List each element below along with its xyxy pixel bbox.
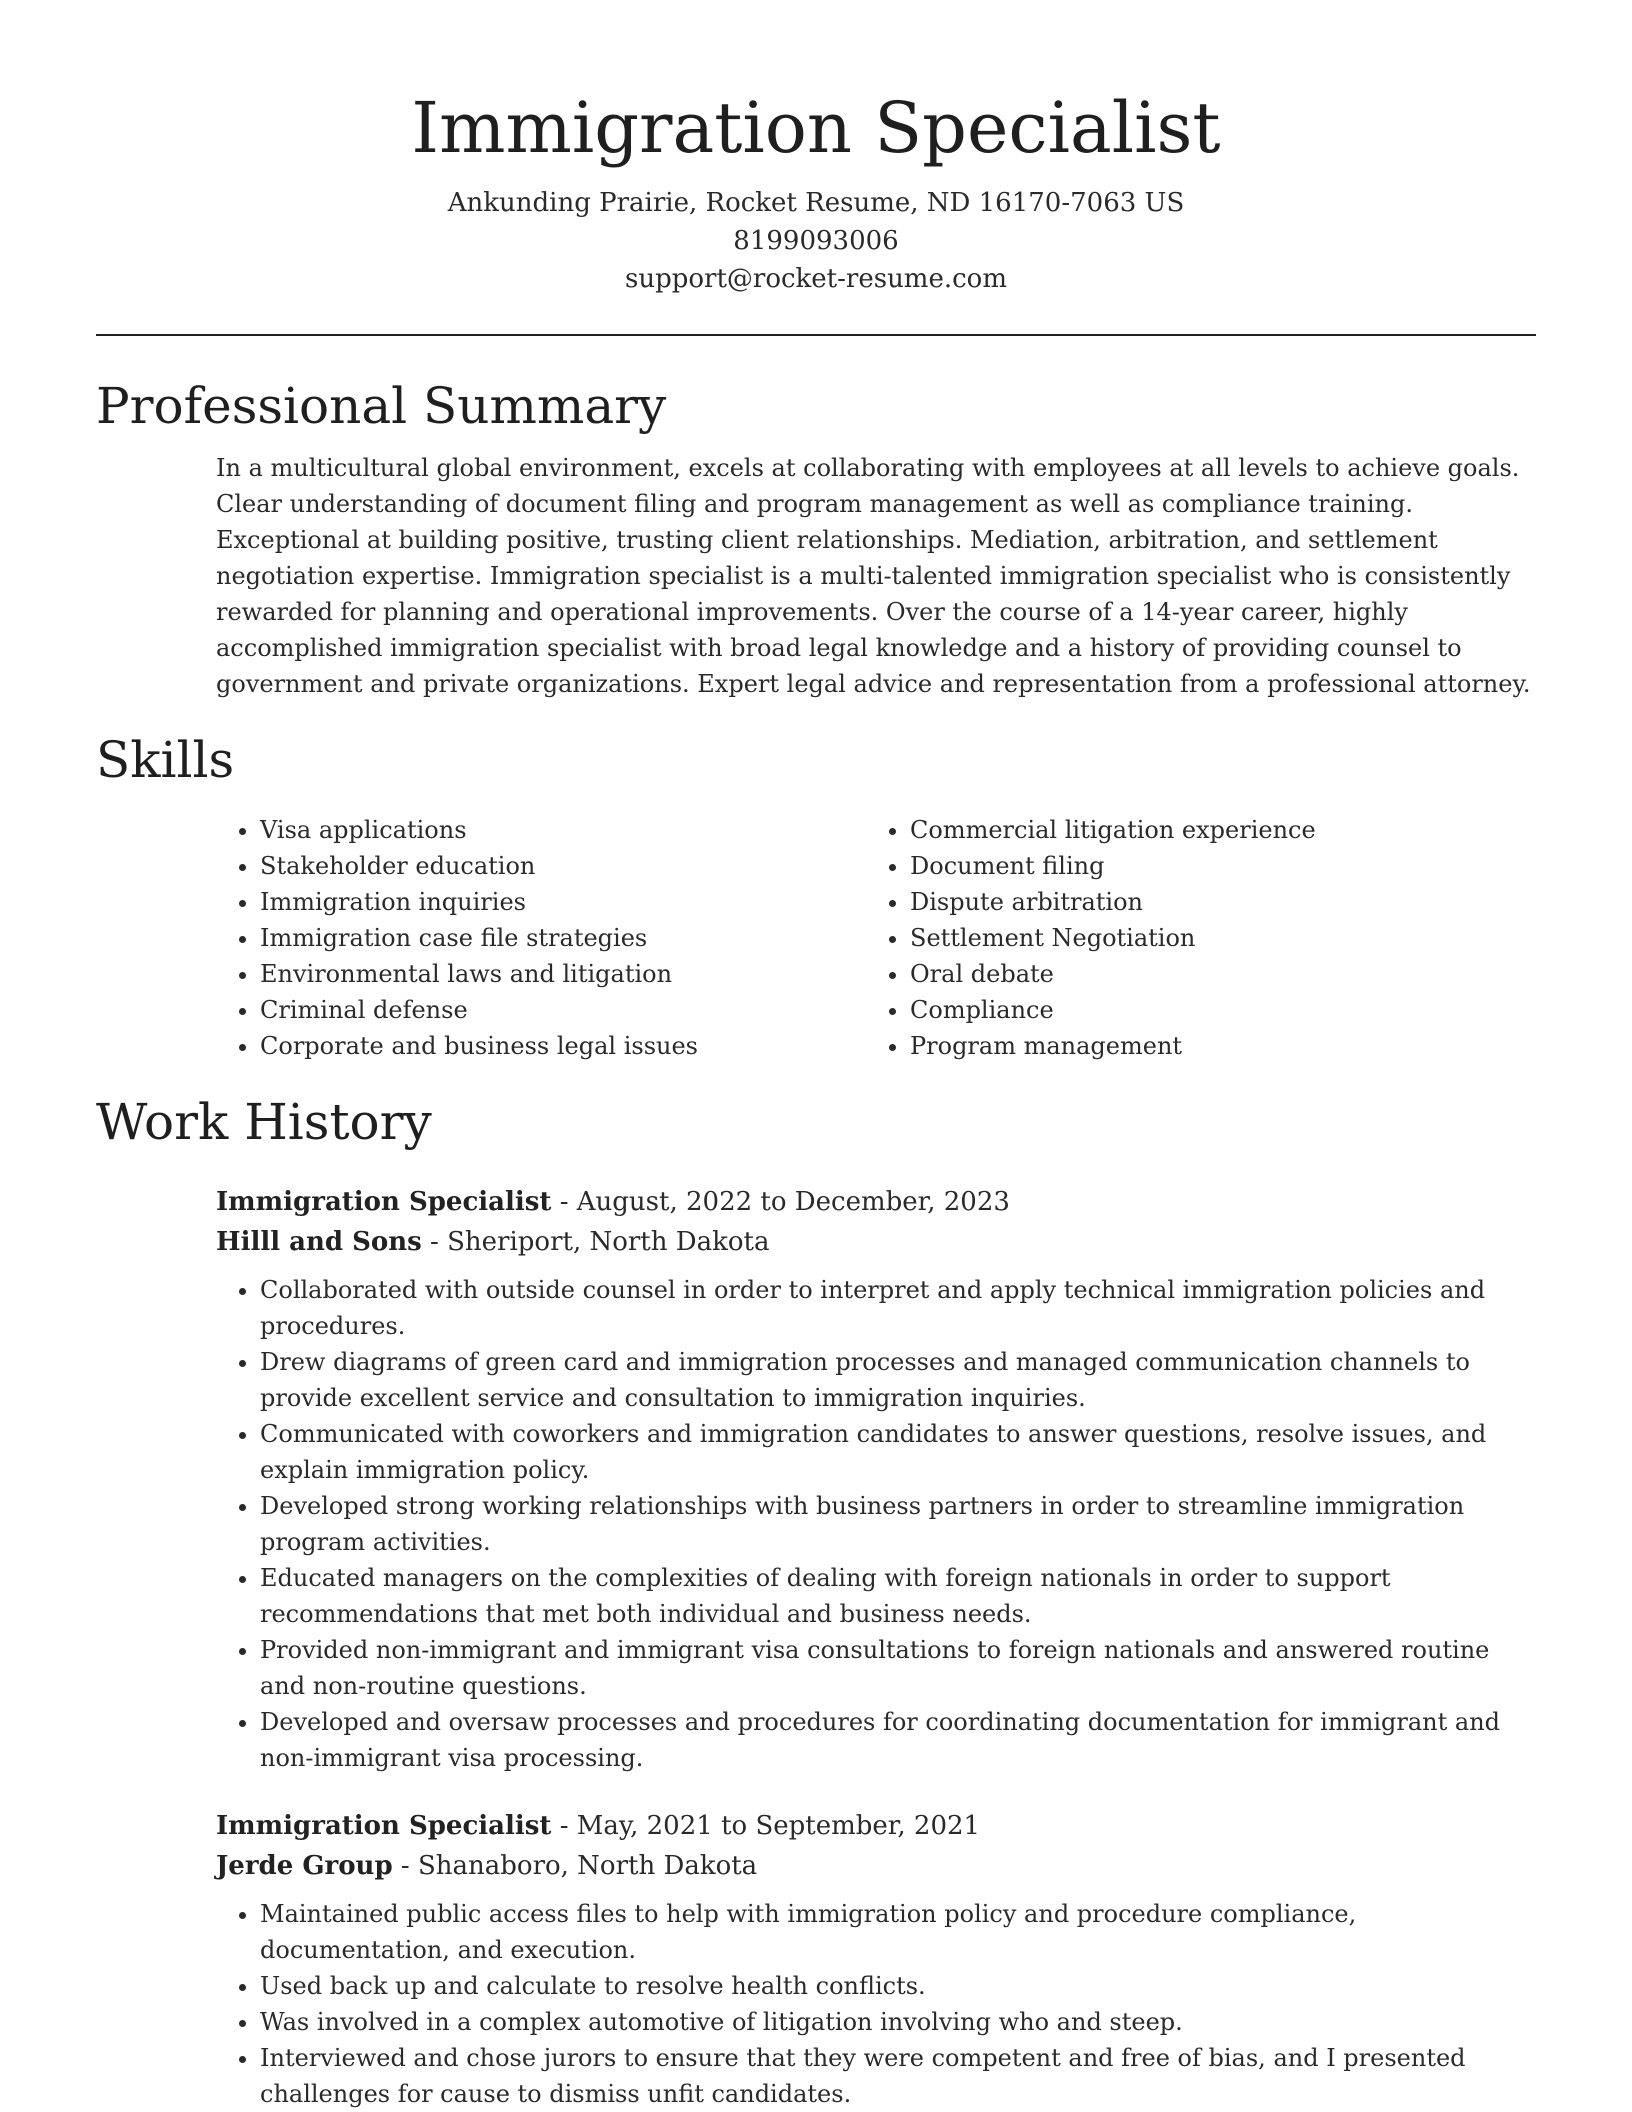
- skill-item: • Oral debate: [910, 956, 1516, 992]
- skills-column-1: [216, 812, 866, 1064]
- skill-item: • Program management: [910, 1028, 1516, 1064]
- skills-column-2: [866, 812, 1516, 1064]
- header-divider: [96, 334, 1536, 336]
- work-history-heading: Work History: [96, 1093, 432, 1151]
- job-bullets: [216, 1896, 1536, 2112]
- job-role: Immigration Specialist: [216, 1811, 552, 1841]
- job-role-line: [216, 1806, 1536, 1846]
- skill-item: • Commercial litigation experience: [910, 812, 1516, 848]
- skill-item: • Environmental laws and litigation: [260, 956, 866, 992]
- skill-item: • Visa applications: [260, 812, 866, 848]
- resume-title: Immigration Specialist: [411, 87, 1221, 169]
- skill-item: • Document filing: [910, 848, 1516, 884]
- skill-item: • Settlement Negotiation: [910, 920, 1516, 956]
- job-location: - Sheriport, North Dakota: [421, 1227, 770, 1257]
- job-bullet: • Communicated with coworkers and immigration candidates to answer questions, resolve issues, and explain immigration policy.: [260, 1416, 1536, 1488]
- job-bullet: • Drew diagrams of green card and immigration processes and managed communication channels to provide excellent service and consultation to immigration inquiries.: [260, 1344, 1536, 1416]
- job-entry: [216, 1806, 1536, 2112]
- contact-phone: 8199093006: [733, 226, 899, 256]
- job-bullet: • Used back up and calculate to resolve health conflicts.: [260, 1968, 1536, 2004]
- job-role-line: [216, 1182, 1536, 1222]
- job-location: - Shanaboro, North Dakota: [392, 1851, 758, 1881]
- job-company: Hilll and Sons: [216, 1227, 422, 1257]
- job-role: Immigration Specialist: [216, 1187, 552, 1217]
- job-bullet: • Was involved in a complex automotive of litigation involving who and steep.: [260, 2004, 1536, 2040]
- job-bullets: [216, 1272, 1536, 1776]
- job-company: Jerde Group: [216, 1851, 393, 1881]
- job-company-line: [216, 1222, 1536, 1262]
- job-company-line: [216, 1846, 1536, 1886]
- skill-item: • Stakeholder education: [260, 848, 866, 884]
- resume-page: [96, 0, 1536, 2112]
- contact-address: Ankunding Prairie, Rocket Resume, ND 16170-7063 US: [447, 188, 1185, 218]
- skills-list: [216, 812, 1536, 1064]
- resume-header: [96, 0, 1536, 298]
- skill-item: • Immigration case file strategies: [260, 920, 866, 956]
- job-bullet: • Collaborated with outside counsel in order to interpret and apply technical immigration policies and procedures.: [260, 1272, 1536, 1344]
- skill-item: • Criminal defense: [260, 992, 866, 1028]
- contact-info: [96, 184, 1536, 298]
- job-bullet: • Educated managers on the complexities of dealing with foreign nationals in order to support recommendations that met both individual and business needs.: [260, 1560, 1536, 1632]
- job-entry: [216, 1182, 1536, 1776]
- job-bullet: • Maintained public access files to help with immigration policy and procedure compliance, documentation, and execution.: [260, 1896, 1536, 1968]
- summary-text: In a multicultural global environment, excels at collaborating with employees at all levels to achieve goals. Clear understanding of document filing and program management as well as compliance training. Exceptional at building positive, trusting client relationships. Mediation, arbitration, and settlement negotiation expertise. Immigration specialist is a multi-talented immigration specialist who is consistently rewarded for planning and operational improvements. Over the course of a 14-year career, highly accomplished immigration specialist with broad legal knowledge and a history of providing counsel to government and private organizations. Expert legal advice and representation from a professional attorney.: [216, 454, 1531, 698]
- job-bullet: • Interviewed and chose jurors to ensure that they were competent and free of bias, and I presented challenges for cause to dismiss unfit candidates.: [260, 2040, 1536, 2112]
- skills-heading: Skills: [96, 731, 235, 789]
- skill-item: • Dispute arbitration: [910, 884, 1516, 920]
- skill-item: • Immigration inquiries: [260, 884, 866, 920]
- contact-email: support@rocket-resume.com: [624, 264, 1007, 294]
- job-dates: - August, 2022 to December, 2023: [551, 1187, 1010, 1217]
- job-bullet: • Developed strong working relationships with business partners in order to streamline immigration program activities.: [260, 1488, 1536, 1560]
- skill-item: • Corporate and business legal issues: [260, 1028, 866, 1064]
- job-dates: - May, 2021 to September, 2021: [551, 1811, 981, 1841]
- job-bullet: • Provided non-immigrant and immigrant visa consultations to foreign nationals and answered routine and non-routine questions.: [260, 1632, 1536, 1704]
- skill-item: • Compliance: [910, 992, 1516, 1028]
- summary-heading: Professional Summary: [96, 377, 667, 435]
- job-bullet: • Developed and oversaw processes and procedures for coordinating documentation for immigrant and non-immigrant visa processing.: [260, 1704, 1536, 1776]
